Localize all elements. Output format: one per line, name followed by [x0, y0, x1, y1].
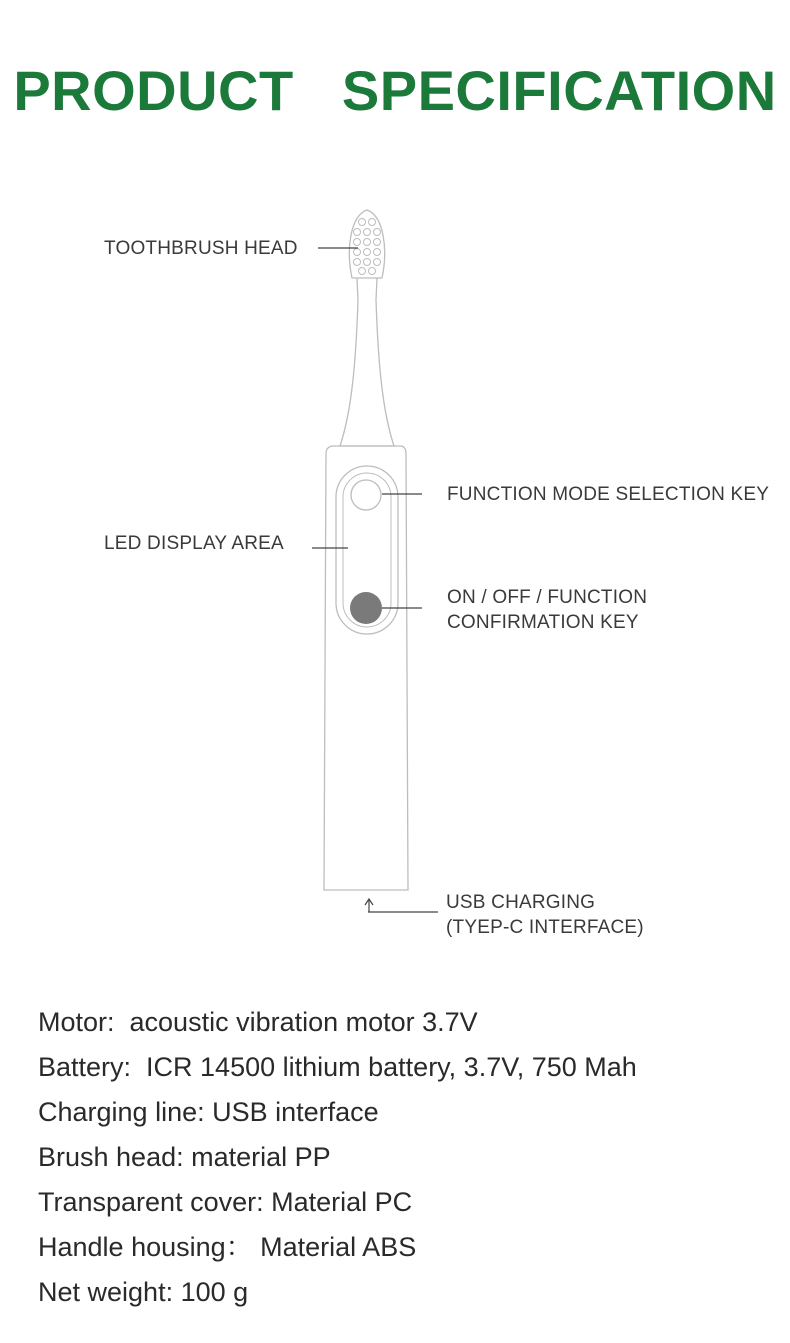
spec-transparent-cover: Transparent cover: Material PC: [38, 1187, 413, 1217]
usb-charging-label-line2: (TYEP-C INTERFACE): [446, 917, 644, 938]
toothbrush-diagram: [0, 190, 790, 950]
spec-list: [38, 1000, 758, 1315]
page-title: PRODUCT SPECIFICATION: [13, 59, 777, 122]
spec-charging-line: Charging line: USB interface: [38, 1097, 379, 1127]
spec-brush-head: Brush head: material PP: [38, 1142, 331, 1172]
spec-battery: Battery: ICR 14500 lithium battery, 3.7V, 750 Mah: [38, 1052, 637, 1082]
spec-handle-housing: Handle housing： Material ABS: [38, 1232, 417, 1262]
function-mode-key-shape: [351, 480, 381, 510]
spec-net-weight: Net weight: 100 g: [38, 1277, 249, 1307]
led-display-label: LED DISPLAY AREA: [104, 533, 284, 554]
function-mode-key-label: FUNCTION MODE SELECTION KEY: [447, 484, 770, 505]
bristle-tufts: [354, 219, 381, 275]
on-off-key-label-line2: CONFIRMATION KEY: [447, 612, 639, 633]
on-off-key-label-line1: ON / OFF / FUNCTION: [447, 587, 648, 608]
spec-motor: Motor: acoustic vibration motor 3.7V: [38, 1007, 478, 1037]
on-off-key-shape: [350, 592, 382, 624]
toothbrush-illustration: [0, 190, 790, 950]
usb-charging-label-line1: USB CHARGING: [446, 892, 596, 913]
brush-neck-outline: [340, 278, 394, 446]
toothbrush-head-label: TOOTHBRUSH HEAD: [104, 238, 298, 259]
